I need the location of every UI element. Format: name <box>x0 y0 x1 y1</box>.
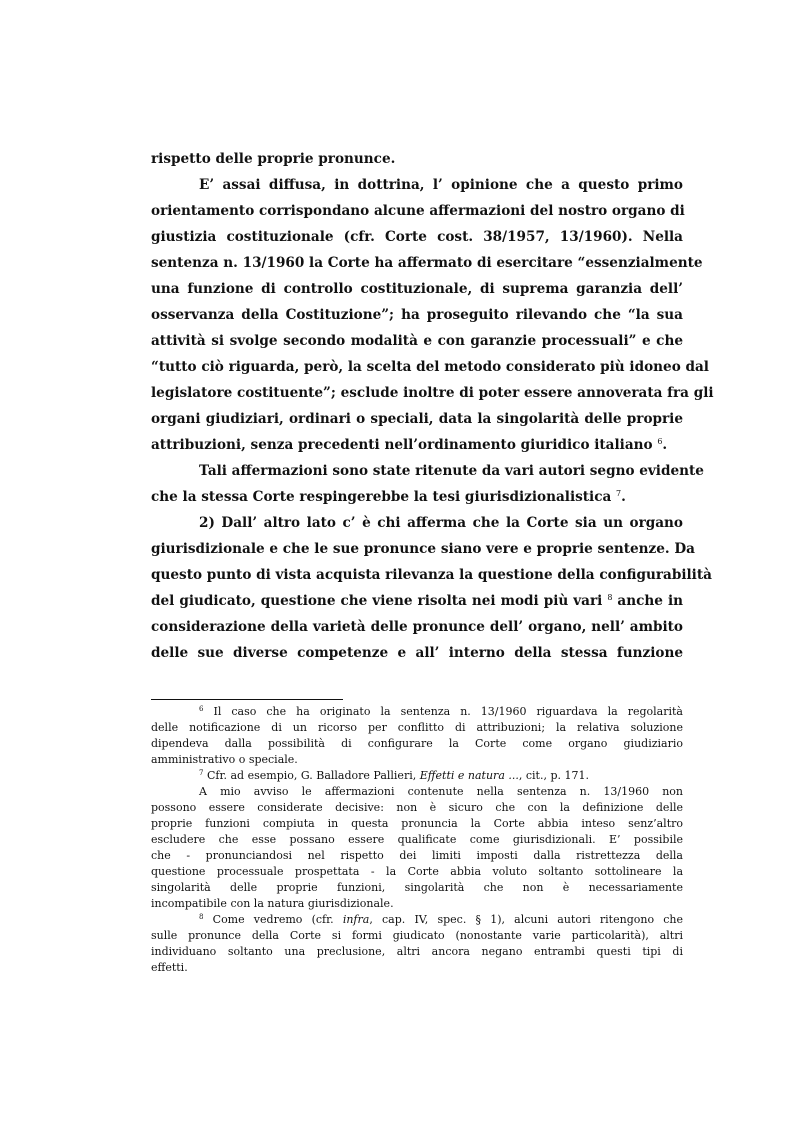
footnote-line: individuano soltanto una preclusione, altri ancora negano entrambi questi tipi di <box>151 945 683 958</box>
text-line: E’ assai diffusa, in dottrina, l’ opinione che a questo primo <box>199 177 683 193</box>
text-line: organi giudiziari, ordinari o speciali, data la singolarità delle proprie <box>151 411 683 427</box>
footnote-ref-6[interactable]: 6 <box>657 437 663 446</box>
text-line: considerazione della varietà delle pronunce dell’ organo, nell’ ambito <box>151 619 683 635</box>
text-segment: Il caso che ha originato la sentenza n. 13/1960 riguardava la regolarità <box>203 705 683 718</box>
footnote-line: A mio avviso le affermazioni contenute nella sentenza n. 13/1960 non <box>199 785 683 798</box>
text-segment: . <box>662 437 668 453</box>
footnote-line <box>151 912 683 928</box>
citation-title: Effetti e natura ... <box>419 769 519 782</box>
text-line: giurisdizionale e che le sue pronunce siano vere e proprie sentenze. Da <box>151 541 695 557</box>
text-segment: Come vedremo (cfr. <box>203 913 343 926</box>
footnote-separator <box>151 699 343 700</box>
text-line: 2) Dall’ altro lato c’ è chi afferma che la Corte sia un organo <box>199 515 683 531</box>
footnote-number: 6 <box>199 705 204 713</box>
text-line: delle sue diverse competenze e all’ interno della stessa funzione <box>151 645 683 661</box>
footnotes <box>151 704 683 976</box>
text-segment: Cfr. ad esempio, G. Balladore Pallieri, <box>203 769 420 782</box>
footnote-line <box>151 704 683 720</box>
text-line: una funzione di controllo costituzionale, di suprema garanzia dell’ <box>151 281 683 297</box>
footnote-number: 7 <box>199 769 204 777</box>
text-line: orientamento corrispondano alcune affermazioni del nostro organo di <box>151 203 685 219</box>
text-line: osservanza della Costituzione”; ha proseguito rilevando che “la sua <box>151 307 683 323</box>
footnote-line: delle notificazione di un ricorso per conflitto di attribuzioni; la relativa soluzione <box>151 721 683 734</box>
text-line: sentenza n. 13/1960 la Corte ha affermato di esercitare “essenzialmente <box>151 255 703 271</box>
footnote-line: possono essere considerate decisive: non è sicuro che con la definizione delle <box>151 801 683 814</box>
main-text <box>151 146 714 666</box>
text-line: attività si svolge secondo modalità e con garanzie processuali” e che <box>151 333 683 349</box>
citation-emphasis: infra <box>342 913 370 926</box>
text-segment: , cap. IV, spec. § 1), alcuni autori ritengono che <box>369 913 684 926</box>
text-line: questo punto di vista acquista rilevanza la questione della configurabilità <box>151 567 712 583</box>
text-segment: attribuzioni, senza precedenti nell’ordinamento giuridico italiano <box>151 437 658 453</box>
text-line <box>151 432 683 458</box>
footnote-line: amministrativo o speciale. <box>151 753 298 766</box>
footnote-line: escludere che esse possano essere qualificate come giurisdizionali. E’ possibile <box>151 833 683 846</box>
text-segment: anche in <box>612 593 683 609</box>
text-line: legislatore costituente”; esclude inoltre di poter essere annoverata fra gli <box>151 385 714 401</box>
footnote-line: dipendeva dalla possibilità di configurare la Corte come organo giudiziario <box>151 737 683 750</box>
text-segment: del giudicato, questione che viene risolta nei modi più vari <box>151 593 608 609</box>
footnote-line <box>151 768 683 784</box>
text-line: rispetto delle proprie pronunce. <box>151 151 396 167</box>
footnote-line: sulle pronunce della Corte si formi giudicato (nonostante varie particolarità), altri <box>151 929 683 942</box>
text-line: Tali affermazioni sono state ritenute da vari autori segno evidente <box>199 463 704 479</box>
footnote-line: proprie funzioni compiuta in questa pronuncia la Corte abbia inteso senz’altro <box>151 817 683 830</box>
footnote-line: effetti. <box>151 961 188 974</box>
text-segment: . <box>621 489 626 505</box>
text-line: “tutto ciò riguarda, però, la scelta del metodo considerato più idoneo dal <box>151 359 709 375</box>
footnote-number: 8 <box>199 913 204 921</box>
text-line: giustizia costituzionale (cfr. Corte cost. 38/1957, 13/1960). Nella <box>151 229 683 245</box>
text-line <box>151 484 683 510</box>
text-segment: che la stessa Corte respingerebbe la tesi giurisdizionalistica <box>151 489 617 505</box>
text-line <box>151 588 683 614</box>
footnote-line: incompatibile con la natura giurisdizionale. <box>151 897 394 910</box>
footnote-line: questione processuale prospettata - la Corte abbia voluto soltanto sottolineare la <box>151 865 683 878</box>
footnote-line: singolarità delle proprie funzioni, singolarità che non è necessariamente <box>151 881 683 894</box>
footnote-ref-7[interactable]: 7 <box>616 489 622 498</box>
footnote-ref-8[interactable]: 8 <box>607 593 613 602</box>
footnote-line: che - pronunciandosi nel rispetto dei limiti imposti dalla ristrettezza della <box>151 849 683 862</box>
text-segment: , cit., p. 171. <box>518 769 589 782</box>
